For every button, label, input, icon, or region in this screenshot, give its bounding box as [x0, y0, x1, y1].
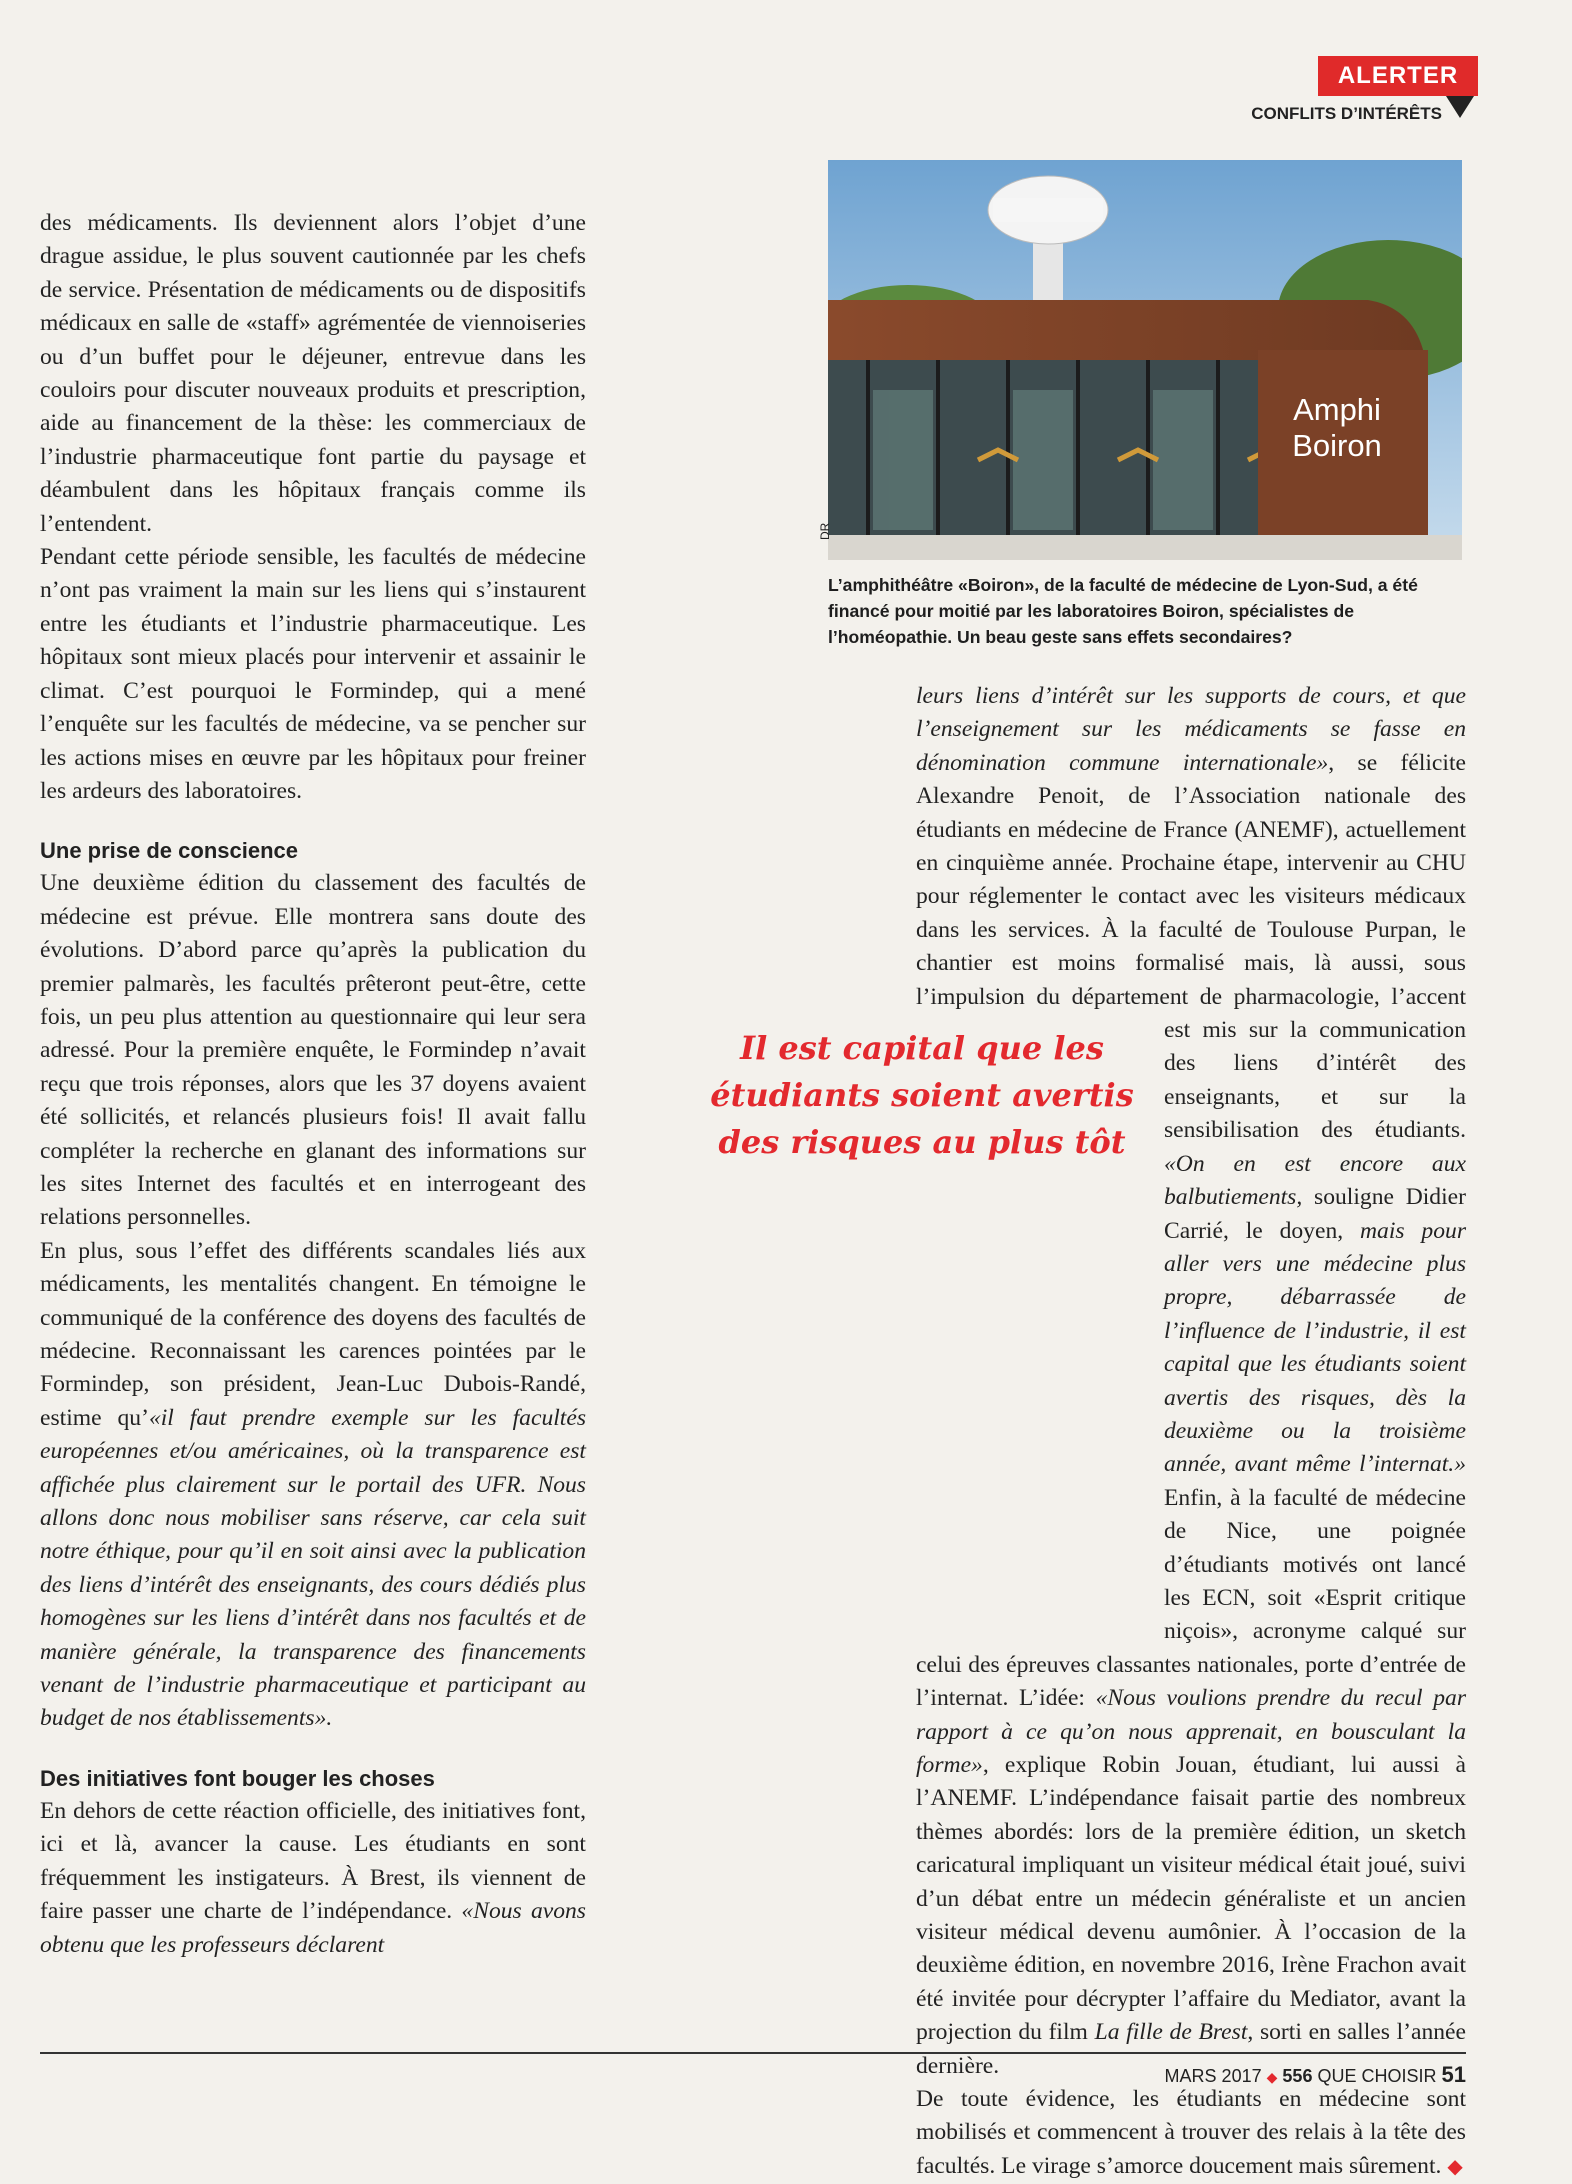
subheading: Des initiatives font bouger les choses — [40, 1765, 435, 1791]
diamond-icon: ◆ — [1266, 2069, 1278, 2085]
amphitheatre-photo — [828, 160, 1462, 560]
section-tag: ALERTER — [1318, 56, 1478, 96]
end-diamond-icon: ◆ — [1447, 2155, 1463, 2178]
page-footer — [1000, 2062, 1466, 2088]
paragraph: Pendant cette période sensible, les facultés de médecine n’ont pas vraiment la main sur les liens qui s’instaurent entre les étudiants et l’industrie pharmaceutique. Les hôpitaux sont mieux placés pour intervenir et assainir le climat. C’est pourquoi le Formindep, qui a mené l’enquête sur les facultés de médecine, va se pencher sur les actions mises en œuvre par les hôpitaux pour freiner les ardeurs des laboratoires. — [40, 544, 586, 804]
text-run: Enfin, à la faculté de médecine de Nice, une poignée d’étudiants motivés ont lancé les ECN, soit «Esprit critique niçois», acronyme calqué sur celui des épreuves classantes nationales, porte d’entrée de l’internat. L’idée: — [916, 1484, 1466, 1712]
quote-run: «On en est encore aux balbutiements, — [1164, 1150, 1466, 1211]
text-run: De toute évidence, les étudiants en médecine sont mobilisés et commencent à trouver des relais à la tête des facultés. Le virage s’amorce doucement mais sûrement. — [916, 2086, 1466, 2179]
quote-run: mais pour aller vers une médecine plus propre, débarrassée de l’influence de l’industrie, il est capital que les étudiants soient avertis des risques, dès la deuxième ou la troisième année, avant même l’internat.» — [1164, 1217, 1466, 1478]
quote-run: «il faut prendre exemple sur les facultés européennes et/ou américaines, où la transparence est affichée plus clairement sur le portail des UFR. Nous allons donc nous mobiliser sans réserve, car cela suit notre éthique, pour qu’il en soit ainsi avec la publication des liens d’intérêt des enseignants, des cours dédiés plus homogènes sur les liens d’intérêt dans nos facultés et de manière générale, la transparence des financements venant de l’industrie pharmaceutique et participant au budget de nos établissements». — [40, 1404, 587, 1732]
text-run: , se félicite Alexandre Penoit, de l’Association nationale des étudiants en médecine de France (ANEMF), actuellement en cinquième année. Prochaine étape, intervenir au CHU pour réglementer le contact avec les visiteurs médicaux dans les services. À la faculté de Toulouse Purpan, le chantier est moins formalisé mais, là aussi, sous l’impulsion du département de pharmacologie, l’accent est mis sur la communication des liens d’intérêt des enseignants, et sur la sensibilisation des étudiants. — [916, 749, 1466, 1144]
footer-date: MARS 2017 — [1164, 2066, 1262, 2086]
text-run: En plus, sous l’effet des différents scandales liés aux médicaments, les mentalités changent. En témoigne le communiqué de la conférence des doyens des facultés de médecine. Reconnaissant les carences pointées par le Formindep, son président, Jean-Luc Dubois-Randé, estime qu’ — [40, 1237, 586, 1431]
subheading: Une prise de conscience — [40, 838, 298, 864]
pull-quote: Il est capital que les étudiants soient avertis des risques au plus tôt — [710, 1029, 1134, 1161]
photo-credit: DR — [818, 522, 832, 540]
footer-rule — [40, 2052, 1466, 2054]
paragraph: Une deuxième édition du classement des facultés de médecine est prévue. Elle montrera sans doute des évolutions. D’abord parce qu’après la publication du premier palmarès, les facultés prêteront peut-être, cette fois, un peu plus attention au questionnaire qui leur sera adressé. Pour la première enquête, le Formindep n’avait reçu que trois réponses, alors que les 37 doyens avaient été sollicités, et relancés plusieurs fois! Il avait fallu compléter la recherche en glanant des informations sur les sites Internet des facultés et en interrogeant des relations personnelles. — [40, 870, 586, 1231]
footer-issue: 556 — [1282, 2066, 1313, 2086]
photo-sign — [1252, 392, 1422, 464]
page-number: 51 — [1441, 2062, 1466, 2087]
text-run: En dehors de cette réaction officielle, des initiatives font, ici et là, avancer la cause. Les étudiants en sont fréquemment les instigateurs. À Brest, ils viennent de faire passer une charte de l’indépendance. — [40, 1797, 586, 1925]
text-run: , sorti en salles l’année dernière. — [916, 2019, 1467, 2079]
subsection-label: CONFLITS D’INTÉRÊTS — [1251, 104, 1442, 123]
photo-sign-line2: Boiron — [1292, 428, 1382, 463]
quote-run: «Nous voulions prendre du recul par rapport à ce qu’on nous apprenait, en bousculant la forme» — [916, 1685, 1466, 1778]
photo-caption: L’amphithéâtre «Boiron», de la faculté de médecine de Lyon-Sud, a été financé pour moitié par les laboratoires Boiron, spécialistes de l’homéopathie. Un beau geste sans effets secondaires? — [828, 575, 1418, 647]
right-column-top — [916, 680, 1466, 2184]
film-title: La fille de Brest — [1094, 2019, 1248, 2046]
footer-magazine: QUE CHOISIR — [1317, 2066, 1437, 2086]
text-run: souligne Didier Carrié, le doyen, — [1164, 1184, 1466, 1244]
paragraph — [916, 680, 1466, 2083]
text-run: , explique Robin Jouan, étudiant, lui aussi à l’ANEMF. L’indépendance faisait partie des nombreux thèmes abordés: lors de la première édition, un sketch caricatural impliquant un visiteur médical était joué, suivi d’un débat entre un médecin généraliste et un ancien visiteur médical devenu aumônier. À l’occasion de la deuxième édition, en novembre 2016, Irène Frachon avait été invitée pour décrypter l’affaire du Mediator, avant la projection du film — [916, 1752, 1466, 2046]
photo-sign-line1: Amphi — [1293, 392, 1381, 427]
left-column — [40, 207, 586, 1962]
quote-run: leurs liens d’intérêt sur les supports de cours, et que l’enseignement sur les médicaments se fasse en dénomination commune internationale» — [916, 683, 1466, 776]
paragraph — [40, 1235, 586, 1736]
paragraph — [40, 1795, 586, 1962]
tag-arrow-icon — [1446, 96, 1474, 118]
paragraph: des médicaments. Ils deviennent alors l’objet d’une drague assidue, le plus souvent cautionnée par les chefs de service. Présentation de médicaments ou de dispositifs médicaux en salle de «staff» agrémentée de viennoiseries ou d’un buffet pour le déjeuner, entrevue dans les couloirs pour discuter nouveaux produits et prescription, aide au financement de la thèse: les commerciaux de l’industrie pharmaceutique font partie du paysage et déambulent dans les hôpitaux français comme ils l’entendent. — [40, 210, 586, 537]
quote-run: «Nous avons obtenu que les professeurs déclarent — [40, 1898, 586, 1958]
paragraph — [916, 2083, 1466, 2184]
